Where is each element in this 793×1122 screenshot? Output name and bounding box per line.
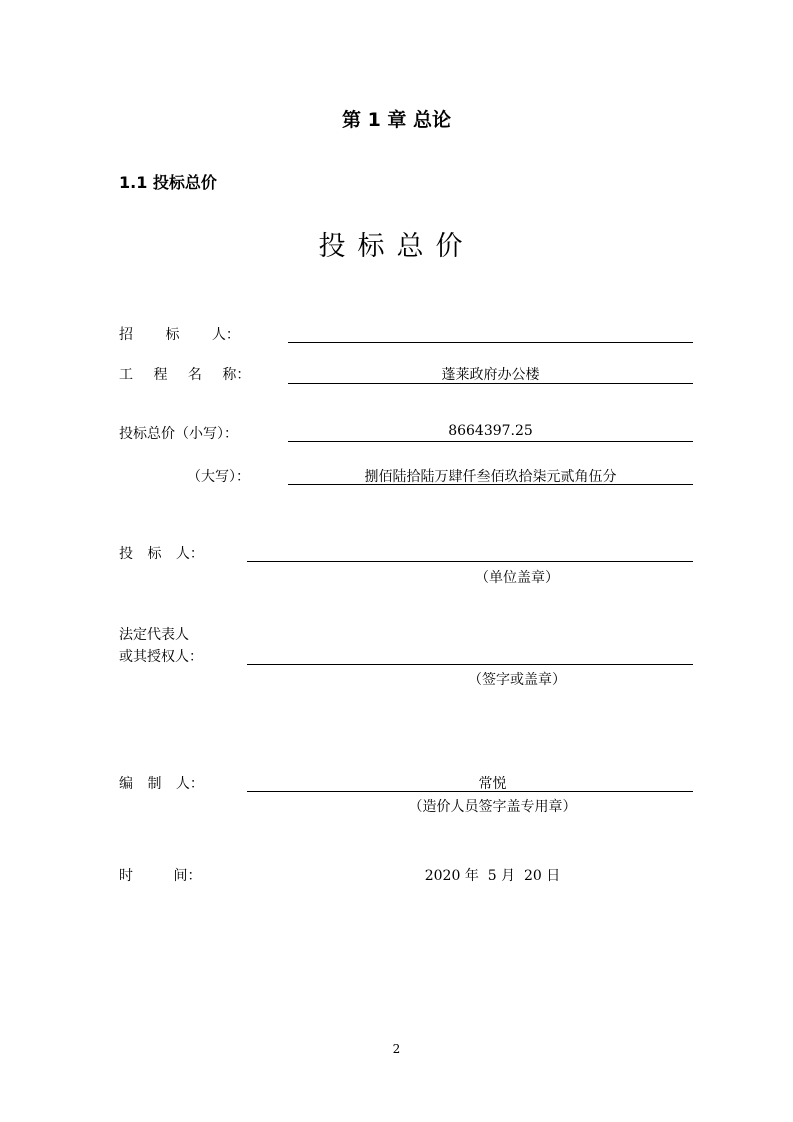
date-label: 时 间： <box>119 868 202 884</box>
compiler-label: 编 制 人： <box>119 776 204 792</box>
compiler-value: 常悦 <box>478 776 507 792</box>
total-price-lowercase-value: 8664397.25 <box>448 423 533 439</box>
total-price-uppercase-value: 捌佰陆拾陆万肆仟叁佰玖拾柒元贰角伍分 <box>364 469 617 485</box>
compiler-underline <box>247 791 693 792</box>
page-number: 2 <box>392 1042 401 1056</box>
total-price-lowercase-label: 投标总价（小写）： <box>119 426 238 442</box>
tenderer-label: 招 标 人： <box>119 327 240 343</box>
project-name-label: 工 程 名 称： <box>119 367 251 383</box>
section-title: 1.1 投标总价 <box>119 173 217 192</box>
chapter-title: 第 1 章 总论 <box>341 109 452 131</box>
total-price-uppercase-label: （大写）： <box>187 469 250 485</box>
bidder-seal-note: （单位盖章） <box>475 570 559 586</box>
total-price-lowercase-underline <box>288 441 693 442</box>
project-name-underline <box>288 383 693 384</box>
project-name-value: 蓬莱政府办公楼 <box>441 367 540 383</box>
compiler-seal-note: （造价人员签字盖专用章） <box>408 799 577 815</box>
legal-rep-underline <box>247 664 693 665</box>
bidder-label: 投 标 人： <box>119 546 204 562</box>
legal-rep-label-line1: 法定代表人 <box>119 627 189 643</box>
date-value: 2020 年 5 月 20 日 <box>424 868 561 884</box>
main-title: 投标总价 <box>318 231 475 262</box>
tenderer-underline <box>288 342 693 343</box>
legal-rep-sign-note: （签字或盖章） <box>468 672 566 688</box>
bidder-underline <box>247 561 693 562</box>
total-price-uppercase-underline <box>288 484 693 485</box>
legal-rep-label-line2: 或其授权人： <box>119 649 203 665</box>
